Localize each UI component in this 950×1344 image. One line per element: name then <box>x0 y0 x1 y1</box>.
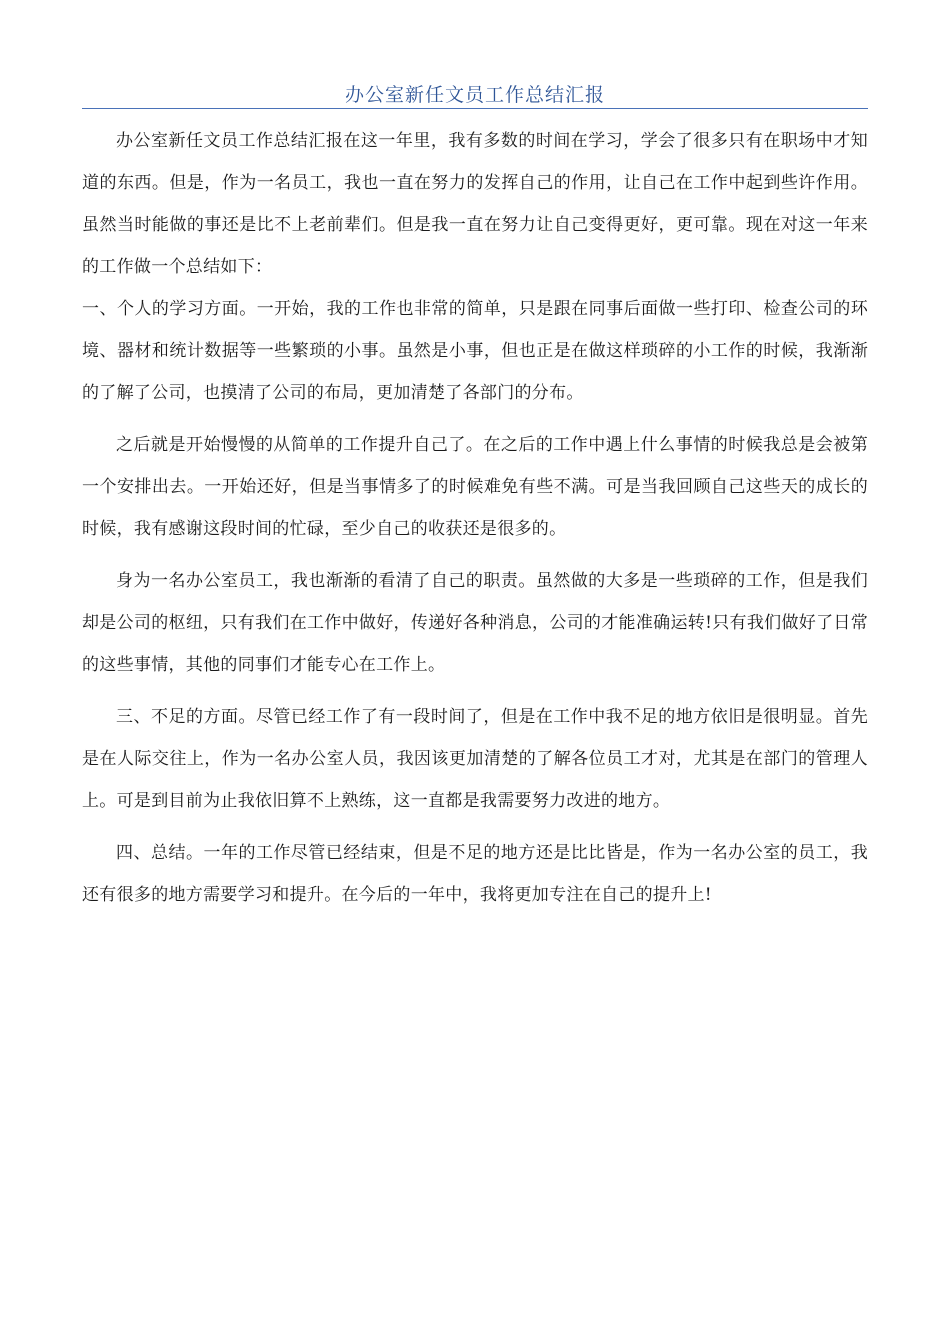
document-body <box>82 120 868 916</box>
paragraph-growth: 之后就是开始慢慢的从简单的工作提升自己了。在之后的工作中遇上什么事情的时候我总是会被第一个安排出去。一开始还好，但是当事情多了的时候难免有些不满。可是当我回顾自己这些天的成长的时候，我有感谢这段时间的忙碌，至少自己的收获还是很多的。 <box>82 435 868 539</box>
paragraph-summary: 四、总结。一年的工作尽管已经结束，但是不足的地方还是比比皆是，作为一名办公室的员工，我还有很多的地方需要学习和提升。在今后的一年中，我将更加专注在自己的提升上! <box>82 843 868 905</box>
paragraph-responsibilities: 身为一名办公室员工，我也渐渐的看清了自己的职责。虽然做的大多是一些琐碎的工作，但是我们却是公司的枢纽，只有我们在工作中做好，传递好各种消息，公司的才能准确运转!只有我们做好了日常的这些事情，其他的同事们才能专心在工作上。 <box>82 571 868 675</box>
paragraph-personal-learning: 一、个人的学习方面。一开始，我的工作也非常的简单，只是跟在同事后面做一些打印、检查公司的环境、器材和统计数据等一些繁琐的小事。虽然是小事，但也正是在做这样琐碎的小工作的时候，我渐渐的了解了公司，也摸清了公司的布局，更加清楚了各部门的分布。 <box>82 299 868 403</box>
paragraph-shortcomings: 三、不足的方面。尽管已经工作了有一段时间了，但是在工作中我不足的地方依旧是很明显。首先是在人际交往上，作为一名办公室人员，我因该更加清楚的了解各位员工才对，尤其是在部门的管理人上。可是到目前为止我依旧算不上熟练，这一直都是我需要努力改进的地方。 <box>82 707 868 811</box>
paragraph-intro: 办公室新任文员工作总结汇报在这一年里，我有多数的时间在学习，学会了很多只有在职场中才知道的东西。但是，作为一名员工，我也一直在努力的发挥自己的作用，让自己在工作中起到些许作用。虽然当时能做的事还是比不上老前辈们。但是我一直在努力让自己变得更好，更可靠。现在对这一年来的工作做一个总结如下： <box>82 131 868 277</box>
title-underline-divider <box>82 108 868 109</box>
document-title: 办公室新任文员工作总结汇报 <box>344 84 605 106</box>
